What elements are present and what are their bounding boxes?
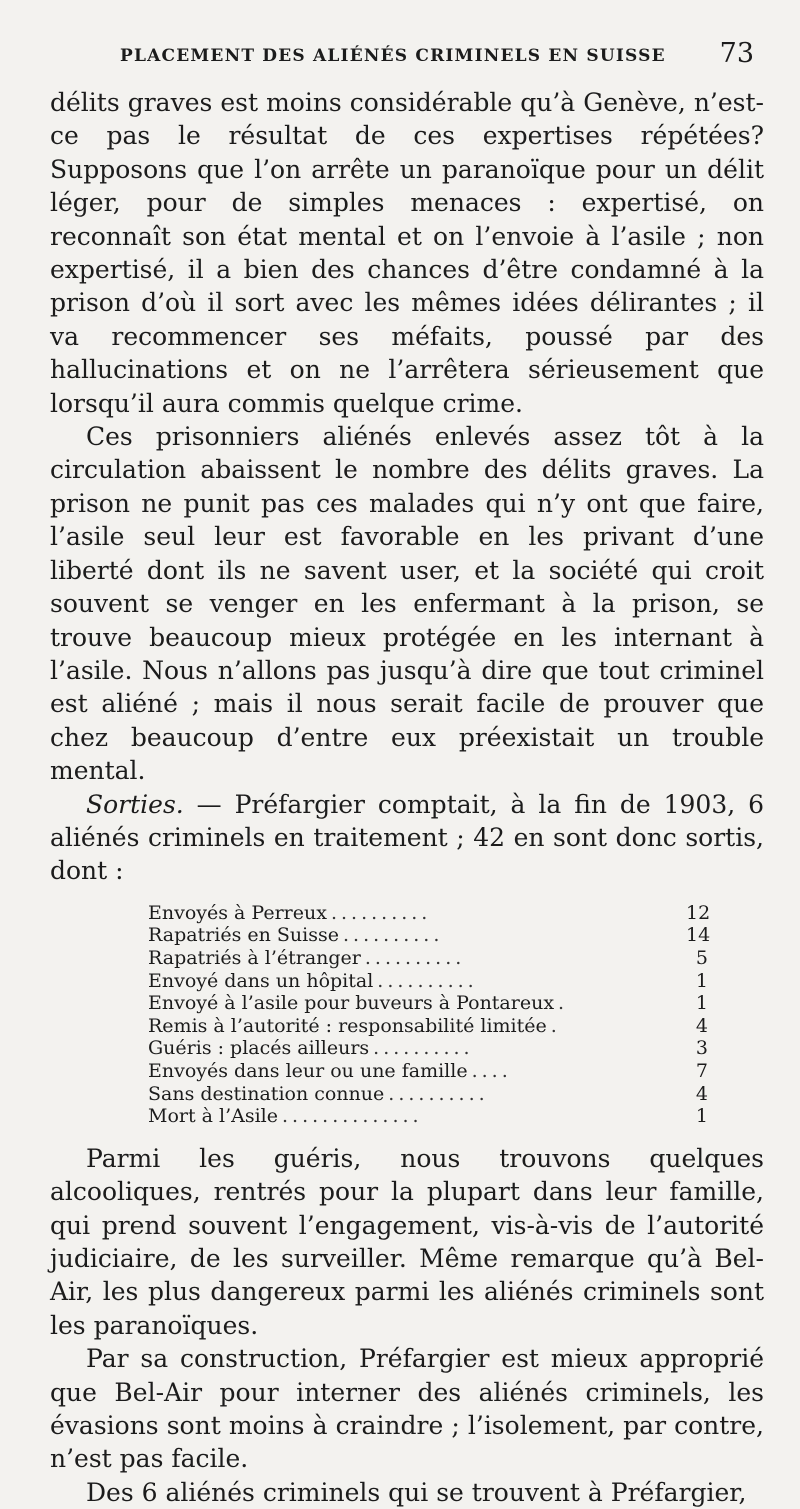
row-label: Remis à l’autorité : responsabilité limitée (148, 1014, 547, 1037)
leader-dots: . (550, 1014, 561, 1037)
paragraph-3 (50, 788, 764, 888)
body-text (50, 86, 764, 1509)
row-count: 12 (686, 901, 711, 924)
table-row (148, 1105, 708, 1128)
row-label: Envoyé dans un hôpital (148, 969, 374, 992)
leader-dots: .......... (342, 924, 444, 947)
paragraph-4: Parmi les guéris, nous trouvons quelques alcooliques, rentrés pour la plupart dans leur famille, qui prend souvent l’engagement, vis-à-vis de l’autorité judiciaire, de les surveiller. Même remarque qu’à Bel-Air, les plus dangereux parmi les aliénés criminels sont les paranoïques. (50, 1143, 764, 1340)
row-label: Rapatriés en Suisse (148, 924, 339, 947)
leader-dots: .......... (388, 1082, 489, 1105)
paragraph-1: délits graves est moins considérable qu’à Genève, n’est-ce pas le résultat de ces expertises répétées? Supposons que l’on arrête un paranoïque pour un délit léger, pour de simples menaces : expertisé, on reconnaît son état mental et on l’envoie à l’asile ; non expertisé, il a bien des chances d’être condamné à la prison d’où il sort avec les mêmes idées délirantes ; il va recommencer ses méfaits, poussé par des hallucinations et on ne l’arrêtera sérieusement que lorsqu’il aura commis quelque crime. (50, 88, 764, 418)
row-label: Envoyés à Perreux (148, 901, 327, 924)
table-row (148, 947, 708, 970)
leader-dots: .......... (330, 901, 432, 924)
row-count: 7 (695, 1059, 708, 1082)
paragraph-5: Par sa construction, Préfargier est mieux approprié que Bel-Air pour interner des aliénés criminels, les évasions sont moins à craindre ; l’isolement, par contre, n’est pas facile. (50, 1344, 764, 1474)
table-row (148, 970, 708, 993)
leader-dots: .......... (364, 946, 466, 969)
table-row (148, 1015, 708, 1038)
running-title: PLACEMENT DES ALIÉNÉS CRIMINELS EN SUISSE (120, 46, 666, 66)
leader-dots: .......... (373, 1037, 474, 1060)
leader-dots: . (558, 992, 569, 1015)
leader-dots: .... (471, 1059, 512, 1082)
paragraph-3-text: — Préfargier comptait, à la fin de 1903, 6 aliénés criminels en traitement ; 42 en sont donc sortis, dont : (50, 789, 764, 886)
row-label: Rapatriés à l’étranger (148, 946, 361, 969)
table-row (148, 901, 711, 925)
table-row (148, 1037, 708, 1060)
row-label: Envoyés dans leur ou une famille (148, 1059, 468, 1082)
row-label: Envoyé à l’asile pour buveurs à Pontareux (148, 992, 555, 1015)
row-count: 1 (695, 992, 708, 1015)
table-row (148, 1060, 708, 1083)
leader-dots: .......... (377, 969, 478, 992)
table-row (148, 924, 711, 947)
row-count: 3 (695, 1037, 708, 1060)
row-label: Sans destination connue (148, 1082, 385, 1105)
row-count: 4 (695, 1082, 708, 1105)
row-label: Guéris : placés ailleurs (148, 1037, 370, 1060)
page-header (50, 38, 764, 74)
page-number: 73 (719, 38, 754, 69)
table-row (148, 992, 708, 1015)
paragraph-2: Ces prisonniers aliénés enlevés assez tôt à la circulation abaissent le nombre des délits graves. La prison ne punit pas ces malades qui n’y ont que faire, l’asile seul leur est favorable en les privant d’une liberté dont ils ne savent user, et la société qui croit souvent se venger en les enfermant à la prison, se trouve beaucoup mieux protégée en les internant à l’asile. Nous n’allons pas jusqu’à dire que tout criminel est aliéné ; mais il nous serait facile de prouver que chez beaucoup d’entre eux préexistait un trouble mental. (50, 422, 764, 786)
paragraph-6: Des 6 aliénés criminels qui se trouvent à Préfargier, (86, 1477, 747, 1507)
row-count: 1 (695, 969, 708, 992)
row-count: 1 (695, 1105, 708, 1128)
row-count: 4 (695, 1014, 708, 1037)
discharge-table (148, 901, 711, 1128)
row-label: Mort à l’Asile (148, 1105, 279, 1128)
row-count: 14 (686, 924, 711, 947)
table-row (148, 1083, 708, 1106)
leader-dots: .............. (282, 1105, 423, 1128)
row-count: 5 (695, 946, 708, 969)
section-title-sorties: Sorties. (86, 789, 184, 819)
